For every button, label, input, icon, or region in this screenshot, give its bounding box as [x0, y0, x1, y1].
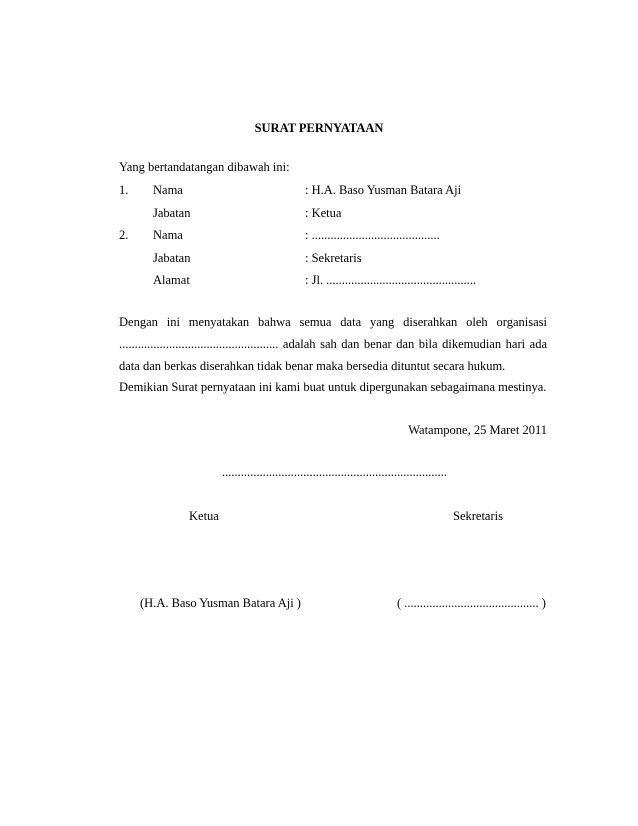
- person-1-number: 1.: [119, 183, 129, 197]
- person-2-position-value: : Sekretaris: [305, 251, 362, 265]
- person-2-address-label: Alamat: [153, 273, 190, 287]
- person-2-name-value: : .........................................: [305, 228, 440, 242]
- person-1-name-value: : H.A. Baso Yusman Batara Aji: [305, 183, 462, 197]
- statement-line-3: data dan berkas diserahkan tidak benar maka bersedia dituntut secara hukum.: [119, 359, 506, 373]
- organization-line: ........................................................................: [222, 465, 447, 479]
- person-2-number: 2.: [119, 228, 129, 242]
- intro-text: Yang bertandatangan dibawah ini:: [119, 160, 290, 174]
- person-1-position-label: Jabatan: [153, 206, 191, 220]
- statement-line-1: Dengan ini menyatakan bahwa semua data yang diserahkan oleh organisasi: [119, 315, 547, 329]
- place-date: Watampone, 25 Maret 2011: [408, 423, 547, 437]
- signature-name-chairman: (H.A. Baso Yusman Batara Aji ): [140, 596, 301, 610]
- signature-name-secretary: ( ........................................... ): [397, 596, 546, 610]
- person-2-name-label: Nama: [153, 228, 183, 242]
- statement-line-2: ................................................... adalah sah dan benar dan bila dikemudian hari ada: [119, 337, 547, 351]
- statement-line-4: Demikian Surat pernyataan ini kami buat untuk dipergunakan sebagaimana mestinya.: [119, 380, 547, 394]
- person-1-name-label: Nama: [153, 183, 183, 197]
- person-1-position-value: : Ketua: [305, 206, 342, 220]
- signature-role-chairman: Ketua: [189, 509, 219, 523]
- person-2-position-label: Jabatan: [153, 251, 191, 265]
- person-2-address-value: : Jl. ................................................: [305, 273, 477, 287]
- signature-role-secretary: Sekretaris: [453, 509, 503, 523]
- document-title: SURAT PERNYATAAN: [254, 121, 384, 135]
